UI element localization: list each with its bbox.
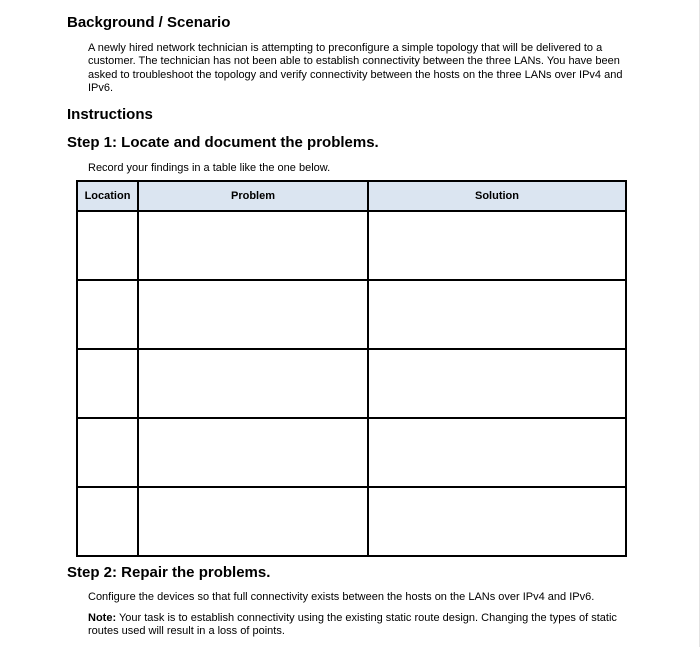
step1-paragraph: Record your findings in a table like the one below. [88,162,331,174]
background-paragraph: A newly hired network technician is attempting to preconfigure a simple topology that will be delivered to a customer. The technician has not been able to establish connectivity between the three LANs. You have been asked to troubleshoot the topology and verify connectivity between the hosts on the three LANs over IPv4 and IPv6. [88,42,623,94]
solution-cell[interactable] [368,418,626,487]
instructions-heading: Instructions [67,106,153,123]
location-cell[interactable] [77,280,138,349]
problem-cell[interactable] [138,487,368,556]
step2-paragraph: Configure the devices so that full connectivity exists between the hosts on the LANs over IPv4 and IPv6. [88,591,595,603]
problem-cell[interactable] [138,280,368,349]
problem-cell[interactable] [138,349,368,418]
solution-cell[interactable] [368,487,626,556]
solution-cell[interactable] [368,349,626,418]
note-text: Your task is to establish connectivity using the existing static route design. Changing the types of static routes used will result in a loss of points. [88,612,617,638]
table-header-row [77,181,626,211]
note-label: Note: [88,612,117,624]
solution-cell[interactable] [368,280,626,349]
table-row [77,487,626,556]
header-location: Location [77,181,138,211]
problem-cell[interactable] [138,418,368,487]
location-cell[interactable] [77,349,138,418]
step2-heading: Step 2: Repair the problems. [67,564,271,581]
location-cell[interactable] [77,211,138,280]
table-row [77,349,626,418]
header-solution: Solution [368,181,626,211]
findings-table [76,180,627,557]
background-heading: Background / Scenario [67,14,231,31]
table-row [77,280,626,349]
location-cell[interactable] [77,487,138,556]
header-problem: Problem [138,181,368,211]
table-row [77,418,626,487]
location-cell[interactable] [77,418,138,487]
table-row [77,211,626,280]
solution-cell[interactable] [368,211,626,280]
step1-heading: Step 1: Locate and document the problems. [67,134,379,151]
problem-cell[interactable] [138,211,368,280]
step2-note [88,612,648,639]
